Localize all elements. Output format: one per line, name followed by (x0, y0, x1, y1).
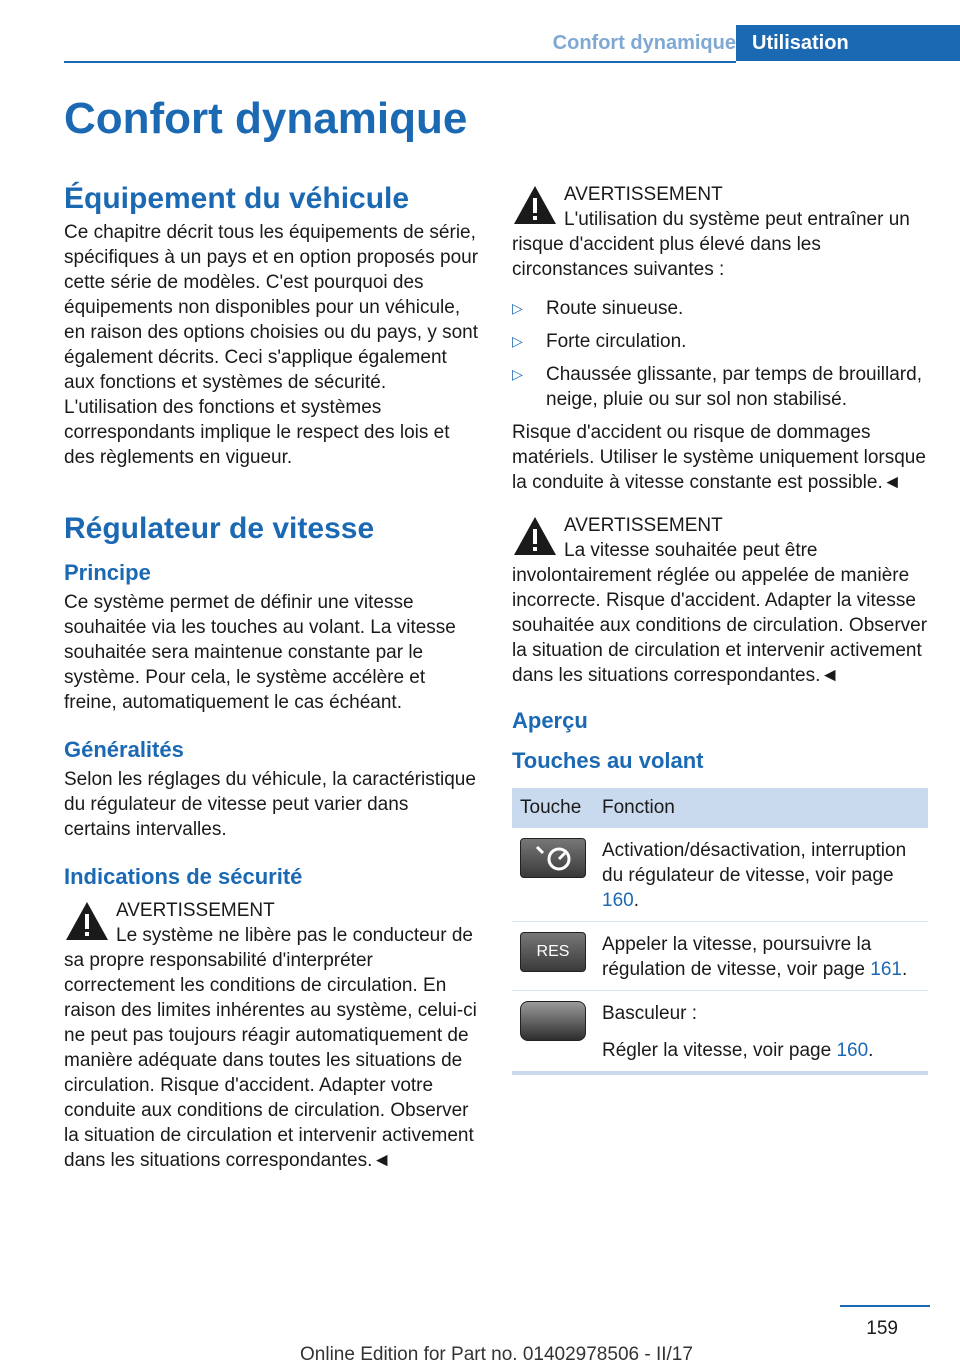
warning-text: L'utilisation du système peut entraîner un risque d'accident plus élevé dans les circonstances suivantes : (512, 209, 910, 280)
principe-text: Ce système permet de définir une vitesse souhaitée via les touches au volant. La vitesse souhaitée sera maintenue constante par le système. Pour cela, le système accélère et freine, automatiquement le cas échéant. (64, 592, 456, 713)
touches-heading: Touches au volant (512, 748, 704, 773)
warning-title: AVERTISSEMENT (564, 184, 723, 205)
warning-title: AVERTISSEMENT (564, 515, 723, 536)
rocker-switch-icon (520, 1001, 586, 1041)
page-title: Confort dynamique (64, 94, 468, 143)
page-header (0, 25, 960, 61)
row-text: Appeler la vitesse, poursuivre la régulation de vitesse, voir page (602, 934, 872, 980)
header-tab: Utilisation (736, 25, 960, 61)
securite-heading: Indications de sécurité (64, 864, 303, 889)
right-column (512, 182, 928, 1075)
footer-rule (840, 1305, 930, 1307)
list-item: ▷ Forte circulation. (512, 331, 687, 352)
warning-block (64, 898, 480, 1173)
risk-list (512, 296, 928, 412)
page-ref-link[interactable]: 160 (602, 890, 634, 911)
warning-title: AVERTISSEMENT (116, 900, 275, 921)
principe-heading: Principe (64, 560, 151, 585)
apercu-heading: Aperçu (512, 708, 588, 733)
warning-block (512, 513, 928, 688)
table-row: Activation/désactivation, interruption du régulateur de vitesse, voir page 160. (512, 828, 928, 922)
col-header-fonction: Fonction (594, 788, 928, 828)
generalites-heading: Généralités (64, 737, 184, 762)
list-item: ▷ Chaussée glissante, par temps de brouillard, neige, pluie ou sur sol non stabilisé. (512, 364, 922, 410)
left-column (64, 182, 480, 1191)
warning-icon (512, 184, 558, 226)
table-row: RES Appeler la vitesse, poursuivre la régulation de vitesse, voir page 161. (512, 922, 928, 991)
page-number: 159 (866, 1318, 898, 1339)
header-section: Confort dynamique (552, 32, 736, 54)
warning-text: Le système ne libère pas le conducteur de sa propre responsabilité d'interpréter correctement les conditions de circulation. En raison des limites inhérentes au système, celui-ci ne peut pas toujours réagir automatiquement de manière adéquate dans toutes les situations de circulation. Risque d'accident. Adapter votre conduite aux conditions de circulation. Observer la situation de circulation et intervenir activement dans les situations correspondantes.◄ (64, 925, 477, 1171)
table-row: Basculeur : Régler la vitesse, voir page 160. (512, 991, 928, 1074)
reg-heading: Régulateur de vitesse (64, 512, 375, 545)
warning-text: La vitesse souhaitée peut être involontairement réglée ou appelée de manière incorrecte. Risque d'accident. Adapter la vitesse souhaitée aux conditions de circulation. Observer la situation de circulation et intervenir activement dans les situations correspondantes.◄ (512, 540, 928, 686)
triangle-bullet-icon: ▷ (512, 333, 523, 349)
row-text: Régler la vitesse, voir page (602, 1040, 832, 1061)
page-ref-link[interactable]: 161 (870, 959, 902, 980)
cruise-control-icon (520, 838, 586, 878)
equip-heading: Équipement du véhicule (64, 182, 410, 215)
triangle-bullet-icon: ▷ (512, 366, 523, 382)
col-header-touche: Touche (512, 788, 594, 828)
header-rule (64, 61, 736, 63)
page-ref-link[interactable]: 160 (836, 1040, 869, 1061)
edition-note: Online Edition for Part no. 01402978506 - II/17 (300, 1344, 693, 1365)
generalites-text: Selon les réglages du véhicule, la caractéristique du régulateur de vitesse peut varier dans certains intervalles. (64, 769, 476, 840)
warning-icon (64, 900, 110, 942)
triangle-bullet-icon: ▷ (512, 300, 523, 316)
warning-after-text: Risque d'accident ou risque de dommages matériels. Utiliser le système uniquement lorsque la conduite à vitesse constante est possible.◄ (512, 422, 926, 493)
warning-block (512, 182, 928, 282)
warning-icon (512, 515, 558, 557)
row-line: Basculeur : (602, 1003, 698, 1024)
equip-text: Ce chapitre décrit tous les équipements de série, spécifiques à un pays et en option proposés pour cette série de modèles. C'est pourquoi des équipements non disponibles pour un véhicule, en raison des options choisies ou du pays, y sont également décrits. Ceci s'applique également aux fonctions et systèmes de sécurité. L'utilisation des fonctions et systèmes correspondants implique le respect des lois et des règlements en vigueur. (64, 222, 479, 468)
row-text: Activation/désactivation, interruption du régulateur de vitesse, voir page (602, 840, 907, 886)
res-key-icon: RES (520, 932, 586, 972)
keys-table (512, 788, 928, 1075)
table-header-row (512, 788, 928, 828)
list-item: ▷ Route sinueuse. (512, 298, 684, 319)
